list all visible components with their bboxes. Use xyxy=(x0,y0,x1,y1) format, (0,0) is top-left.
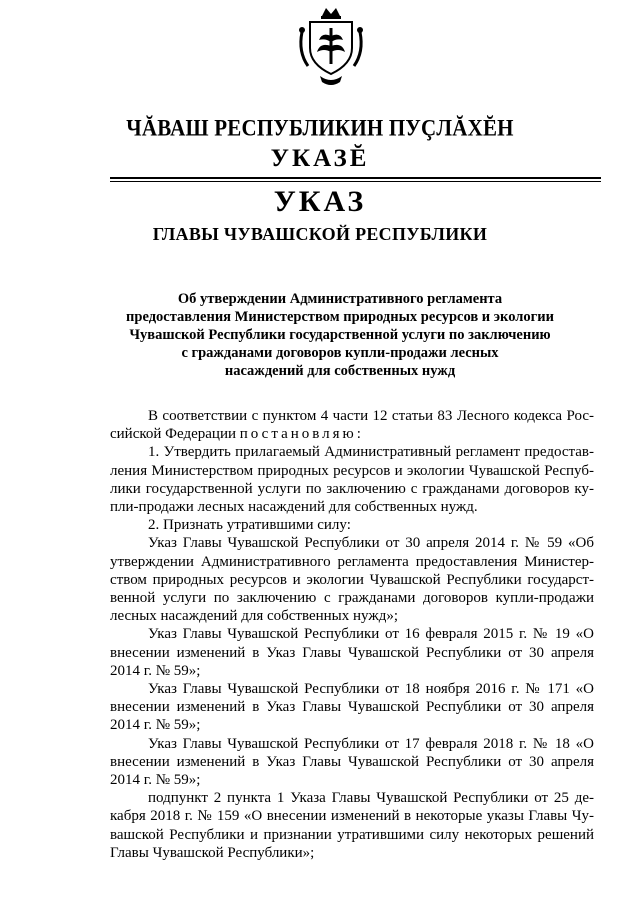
paragraph-text: В соответствии с пунктом 4 части 12 статьи 83 Лесного кодекса Российской Федерации xyxy=(110,408,594,443)
header-divider-thick xyxy=(110,177,601,179)
body-paragraph: 1. Утвердить прилагаемый Административный регламент предоставления Министерством природных ресурсов и экологии Чувашской Республики государственной услуги по заключению с гражданами договоров купли-продажи лесных насаждений для собственных нужд. xyxy=(110,444,594,516)
paragraph-text: : xyxy=(356,426,361,443)
chuvash-emblem-icon xyxy=(292,2,370,102)
decree-title-line: с гражданами договоров купли-продажи лесных xyxy=(181,345,499,361)
decree-title-line: насаждений для собственных нужд xyxy=(224,363,456,379)
body-paragraph xyxy=(110,407,594,443)
decree-title-line: Чувашской Республики государственной услуги по заключению xyxy=(129,327,551,343)
header-divider-thin xyxy=(110,181,601,182)
body-paragraph: Указ Главы Чувашской Республики от 17 февраля 2018 г. № 18 «О внесении изменений в Указ Главы Чувашской Республики от 30 апреля 2014 г. № 59»; xyxy=(110,735,594,789)
decree-title-line: предоставления Министерством природных ресурсов и экологии xyxy=(126,309,554,325)
body-paragraph: подпункт 2 пункта 1 Указа Главы Чувашской Республики от 25 декабря 2018 г. № 159 «О внесении изменений в некоторые указы Главы Чувашской Республики и признании утратившими силу некоторых решений Главы Чувашской Республики»; xyxy=(110,790,594,861)
header-russian-line2: ГЛАВЫ ЧУВАШСКОЙ РЕСПУБЛИКИ xyxy=(152,224,488,244)
postanovlyayu-word: постановляю xyxy=(239,426,357,443)
header-chuvash-line2: УКАЗĔ xyxy=(270,145,370,172)
header-russian-line1: УКАЗ xyxy=(273,185,367,218)
body-paragraph: Указ Главы Чувашской Республики от 18 ноября 2016 г. № 171 «О внесении изменений в Указ Главы Чувашской Республики от 30 апреля 2014 г. № 59»; xyxy=(110,681,594,734)
decree-title xyxy=(100,290,580,380)
decree-title-line: Об утверждении Административного регламента xyxy=(177,291,503,307)
body-paragraph: 2. Признать утратившими силу: xyxy=(148,517,351,534)
body-paragraph: Указ Главы Чувашской Республики от 16 февраля 2015 г. № 19 «О внесении изменений в Указ Главы Чувашской Республики от 30 апреля 2014 г. № 59»; xyxy=(110,626,594,679)
decree-body xyxy=(110,407,594,862)
header-chuvash-line1: ЧĂВАШ РЕСПУБЛИКИН ПУÇЛĂХĔН xyxy=(126,115,514,141)
body-paragraph: Указ Главы Чувашской Республики от 30 апреля 2014 г. № 59 «Об утверждении Административного регламента предоставления Министерством природных ресурсов и экологии Чувашской Республики государственной услуги по заключению с гражданами договоров купли-продажи лесных насаждений для собственных нужд»; xyxy=(110,535,594,625)
